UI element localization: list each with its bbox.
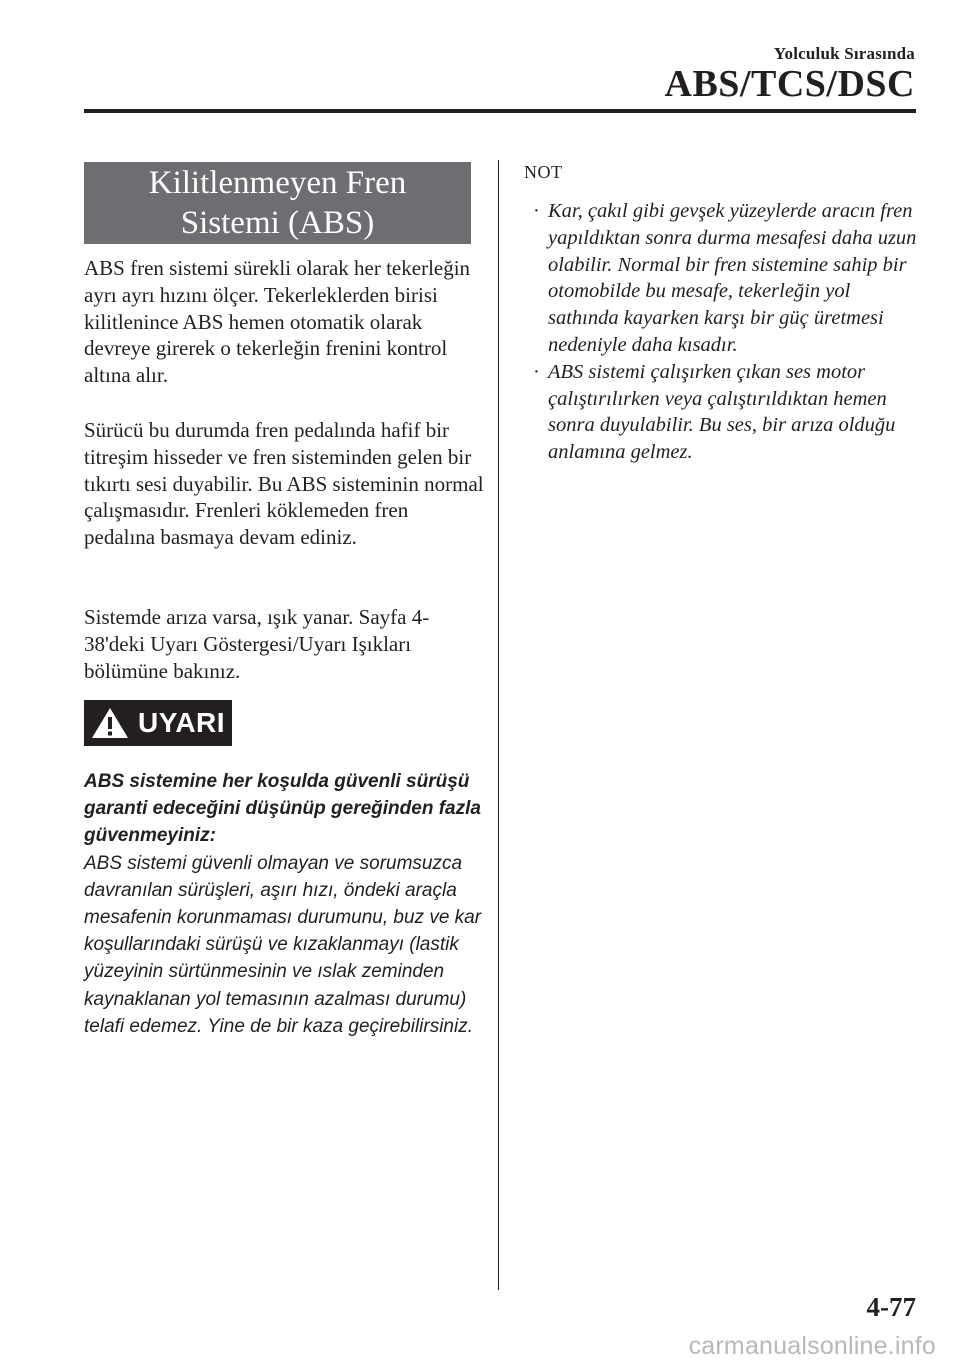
page-number: 4-77 xyxy=(866,1292,916,1322)
warning-label: UYARI xyxy=(138,707,226,738)
note-item xyxy=(528,198,920,359)
note-item-text: ABS sistemi çalışırken çıkan ses motor çalıştırılırken veya çalıştırıldıktan hemen sonra duyulabilir. Bu ses, bir arıza olduğu anlamına gelmez. xyxy=(548,360,896,464)
body-paragraph-3: Sistemde arıza varsa, ışık yanar. Sayfa 4-38'deki Uyarı Göstergesi/Uyarı Işıkları bölümüne bakınız. xyxy=(84,605,430,683)
warning-body: ABS sistemi güvenli olmayan ve sorumsuzca davranılan sürüşleri, aşırı hızı, öndeki araçla mesafenin korunmaması durumunu, buz ve kar koşullarındaki sürüşü ve kızaklanmayı (lastik yüzeyinin sürtünmesinin ve ıslak zeminden kaynaklanan yol temasının azalması durumu) telafi edemez. Yine de bir kaza geçirebilirsiniz. xyxy=(84,852,482,1037)
body-paragraph-2: Sürücü bu durumda fren pedalında hafif bir titreşim hisseder ve fren sisteminden gelen bir tıkırtı sesi duyabilir. Bu ABS sisteminin normal çalışmasıdır. Frenleri köklemeden fren pedalına basmaya devam ediniz. xyxy=(84,418,484,550)
warning-triangle-icon xyxy=(90,706,130,740)
warning-text-block xyxy=(84,768,484,1040)
note-item-text: Kar, çakıl gibi gevşek yüzeylerde aracın fren yapıldıktan sonra durma mesafesi daha uzun olabilir. Normal bir fren sistemine sahip bir otomobilde bu mesafe, tekerleğin yol sathında kayarken karşı bir güç üretmesi nedeniyle daha kısadır. xyxy=(548,200,917,356)
watermark: carmanualsonline.info xyxy=(688,1332,936,1360)
bullet-dot: · xyxy=(533,360,540,383)
bullet-dot: · xyxy=(533,200,540,222)
note-list xyxy=(528,198,920,466)
column-divider xyxy=(498,160,499,1290)
warning-badge xyxy=(84,700,232,746)
section-header: ABS/TCS/DSC xyxy=(664,63,915,105)
body-paragraph-1: ABS fren sistemi sürekli olarak her tekerleğin ayrı ayrı hızını ölçer. Tekerleklerden birisi kilitlenince ABS hemen otomatik olarak devreye girerek o tekerleğin frenini kontrol altına alır. xyxy=(84,256,471,388)
section-title-line2: Sistemi (ABS) xyxy=(180,205,375,241)
section-title xyxy=(84,162,471,244)
warning-heading: ABS sistemine her koşulda güvenli sürüşü garanti edeceğini düşünüp gereğinden fazla güvenmeyiniz: xyxy=(84,771,481,847)
chapter-header: Yolculuk Sırasında xyxy=(773,44,915,63)
note-label: NOT xyxy=(524,162,563,182)
section-title-line1: Kilitlenmeyen Fren xyxy=(148,165,407,201)
header-rule xyxy=(84,109,916,113)
note-item xyxy=(528,359,920,466)
